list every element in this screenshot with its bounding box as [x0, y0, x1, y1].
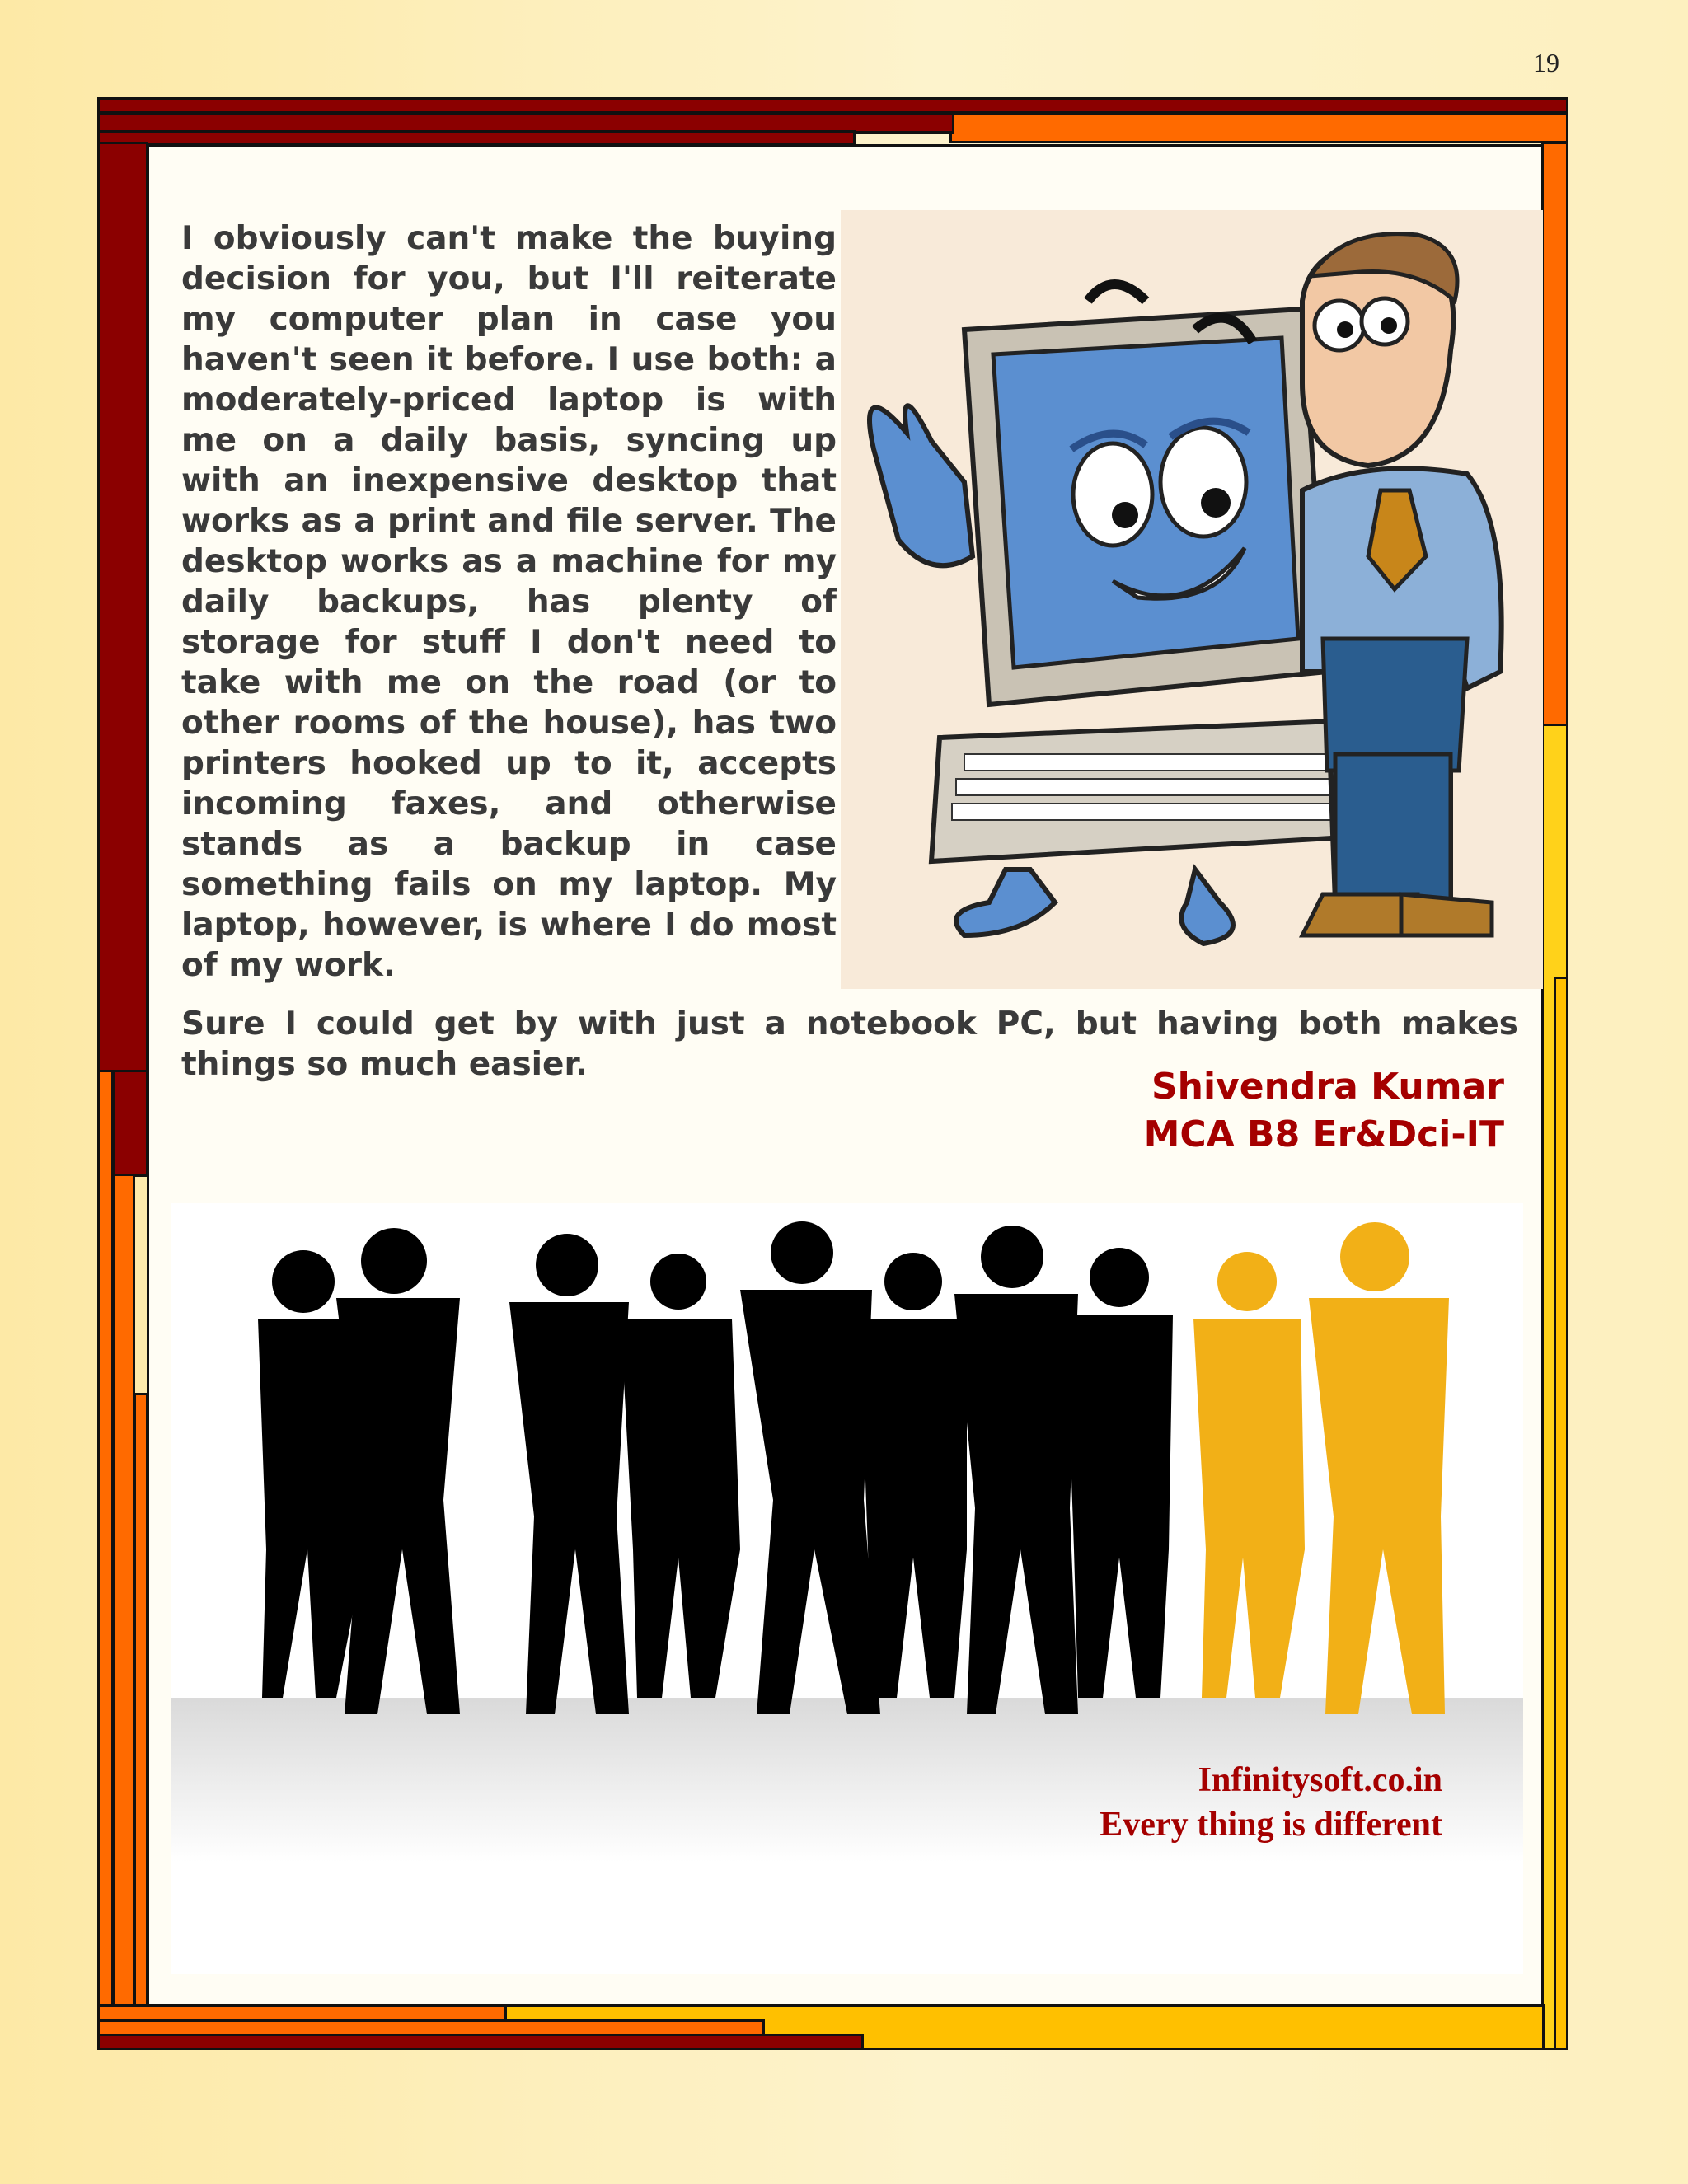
- author-detail: MCA B8 Er&Dci-IT: [1143, 1113, 1504, 1155]
- frame-right-yellow-2: [1554, 977, 1568, 2050]
- frame-top-orange: [950, 112, 1568, 143]
- computer-man-cartoon-icon: [841, 210, 1543, 989]
- brand-tagline: Every thing is different: [1100, 1806, 1442, 1844]
- brand-site: Infinitysoft.co.in: [1198, 1761, 1442, 1799]
- people-silhouettes-image: [171, 1203, 1523, 1974]
- page-number: 19: [1533, 48, 1559, 77]
- frame-left-orange-2: [112, 1174, 135, 2009]
- article-paragraph-2: Sure I could get by with just a notebook PC, but having both makes things so much easier.: [181, 1005, 1518, 1083]
- people-silhouettes-icon: [171, 1203, 1523, 1974]
- article-paragraph-1: I obviously can't make the buying decision for you, but I'll reiterate my computer plan in case you haven't seen it before. I use both: a moderately-priced laptop is with me on a daily basis, syncing up with an inexpensive desktop that works as a print and file server. The desktop works as a machine for my daily backups, has plenty of storage for stuff I don't need to take with me on the road (or to other rooms of the house), has two printers hooked up to it, accepts incoming faxes, and otherwise stands as a backup in case something fails on my laptop. My laptop, however, is where I do most of my work.: [181, 220, 837, 984]
- author-name: Shivendra Kumar: [1151, 1066, 1504, 1108]
- computer-cartoon-illustration: [841, 210, 1543, 989]
- frame-left-dark-red: [97, 142, 148, 1073]
- frame-bottom-red: [97, 2034, 864, 2050]
- frame-left-red-2: [112, 1070, 148, 1177]
- frame-left-orange: [97, 1070, 114, 2009]
- frame-right-orange: [1541, 142, 1568, 727]
- frame-top-dark-red: [97, 97, 1568, 114]
- frame-top-red-3: [97, 130, 856, 145]
